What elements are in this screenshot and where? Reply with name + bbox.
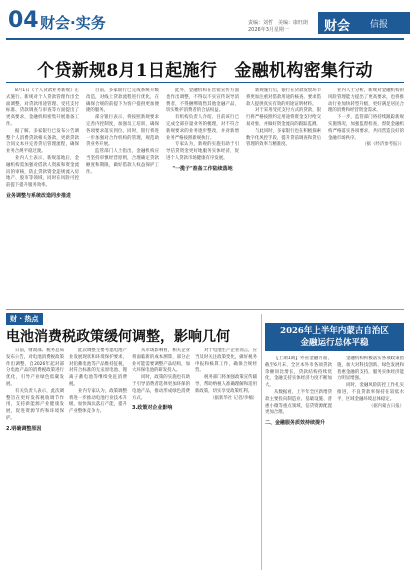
section-title: 财会·实务 <box>40 14 106 32</box>
paragraph: 目前，多家银行已完成系统升级改造，对线上贷款流程进行优化，在确保合规的前提下为客户提供更加便捷的服务。 <box>86 88 159 114</box>
article3-title-box <box>265 323 404 351</box>
subheading: 业务调整与系统改造同步推进 <box>6 192 72 199</box>
paragraph: 监管部门人士指出，金融机构应当坚持审慎经营原则，合理确定贷款额度和期限，做好借款人权益保护工作。 <box>86 149 159 175</box>
article2-kicker: 财 · 热点 <box>6 313 43 325</box>
article3-col2 <box>337 356 404 570</box>
article2-headline: 电池消费税政策缓何调整，影响几何 <box>6 329 230 345</box>
article3-title-line2: 金融运行总体平稳 <box>300 338 369 348</box>
date-line: 2026年3月星期一 <box>248 27 289 33</box>
section-divider <box>6 309 404 310</box>
paragraph: 从数据看，上半年全区新增贷款主要投向制造业、基础设施、普惠小微等重点领域，信贷资源配置更加合理。 <box>265 389 332 416</box>
paragraph: 【上期1期】外省金融方面，截至6月末，全区本外币各项贷款余额同比增长，贷款结构持续优化，金融支持实体经济力度不断加大。 <box>265 356 332 389</box>
paragraph: 业内专家认为，政策调整将进一步推动电池行业技术升级，加快淘汰落后产能，提升产业整体竞争力。 <box>69 388 127 415</box>
article3-col1 <box>265 356 332 570</box>
paragraph: 此次调整主要考虑电池产业发展现状和环境保护要求，对铅蓄电池等产品维持征税，对符合标准的无汞原电池、锂离子蓄电池等继续免征消费税。 <box>69 348 127 387</box>
article1-col5 <box>328 88 404 306</box>
brand-name: 财会 <box>324 19 351 34</box>
paragraph: 业内人士表示，新规落地后，金融机构需加强对借款人资质和资金流向的审核，防止贷款资金违规流入房地产、股市等领域，同时在风险可控前提下提升服务效率。 <box>6 155 79 189</box>
paragraph: 专家认为，新规的实施有助于引导信贷资金更好地服务实体经济，促进个人贷款市场健康有序发展。 <box>166 142 239 161</box>
article1-col2 <box>86 88 159 306</box>
paragraph: 对于采用受托支付方式的贷款，银行将严格按照约定用途将资金支付给交易对象，并做好资金流向的跟踪监测。 <box>246 108 321 127</box>
subheading: 二、金融服务质效持续提升 <box>265 420 326 427</box>
paragraph: 据了解，多家银行已发布公告调整个人消费贷款相关条款，更新贷款合同文本并完善贷后管理流程，确保业务合规平稳过渡。 <box>6 128 79 155</box>
paragraph: 业内人士分析，新规对金融机构的风险管理能力提出了更高要求，也将推动行业加快转型升级，更好满足居民合理的消费和经营资金需求。 <box>328 88 404 114</box>
subheading: "一揽子"准备工作陆续落地 <box>172 165 233 172</box>
article1-col4 <box>246 88 321 306</box>
paragraph: 同时，政策的实施也有助于引导消费者选择更加环保的电池产品，推动形成绿色消费方式。 <box>132 375 190 401</box>
paragraph: 日前，财政部、税务总局发布公告，对电池消费税政策作出调整，自2026年起对部分电池产品的消费税政策进行优化，引导产业绿色低碳发展。 <box>6 348 64 387</box>
subheading: 3.政策对企业影响 <box>132 405 173 412</box>
paragraph: 此外，金融机构在营销宣传方面也作出调整，不得以不实宣传误导消费者，不得捆绑销售其他金融产品，切实维护消费者的合法权益。 <box>166 88 239 114</box>
paragraph: 从市场影响看，相关企业将面临新的成本测算，部分企业可能需要调整产品结构，加大环保电池的研发投入。 <box>132 348 190 374</box>
brand-sub: 信报 <box>370 20 389 30</box>
header-rule <box>6 38 404 40</box>
article2-col4 <box>195 348 257 570</box>
paragraph: 同时，金融风险防控工作扎实推进，不良贷款率保持在较低水平，区域金融环境总体稳定。 <box>337 383 404 402</box>
article2-col2 <box>69 348 127 570</box>
column-divider <box>261 314 262 570</box>
paragraph: 下一步，监管部门将持续跟踪新规实施情况，加强监督检查，督促金融机构严格落实各项要求，共同营造良好的金融市场秩序。 <box>328 115 404 141</box>
article3-title-line1: 2026年上半年内蒙古自治区 <box>280 326 389 336</box>
page-number: 04 <box>8 8 39 33</box>
article2-col1 <box>6 348 64 570</box>
byline: （据《经济参考报》） <box>362 142 404 148</box>
editor-meta <box>248 20 308 34</box>
paragraph: 8月1日《个人贷款业务新规》正式施行。新规对个人贷款管理作出全面调整，对贷款用途管理、受托支付标准、贷款调查与审查等方面提出了更高要求，金融机构密集开展准备工作。 <box>6 88 79 127</box>
byline: （据内蒙古日报） <box>368 403 404 409</box>
page-header <box>0 0 410 42</box>
article1-col3 <box>166 88 239 306</box>
byline: （据新华社 记者/李楠） <box>210 395 257 401</box>
main-headline: 个贷新规8月1日起施行 金融机构密集行动 <box>37 61 373 81</box>
paragraph: 部分银行表示，将按照新规要求完善内控制度，加强员工培训，确保各项要求落实到位。同时，银行将进一步加强对合作机构的管理，规范助贷业务开展。 <box>86 115 159 148</box>
newspaper-brand <box>318 12 410 34</box>
paragraph: 金融机构积极落实各项政策措施，加大对科技创新、绿色发展和普惠金融的支持，服务实体经济能力明显增强。 <box>337 356 404 382</box>
subheading: 2.明确调整原因 <box>6 425 42 432</box>
article1-col1 <box>6 88 79 306</box>
paragraph: 有机构负责人介绍，目前该行已完成全部存量业务的梳理，对不符合新规要求的业务逐步整改，并对新增业务严格按照新规执行。 <box>166 115 239 141</box>
paragraph: 与此同时，多家银行也在积极探索数字化风控手段，提升贷前调查和贷后管理的效率与精准度。 <box>246 128 321 148</box>
paragraph: 税务部门将加强政策宣传辅导，帮助纳税人准确理解和适用新政策，切实享受政策红利。 <box>195 375 257 394</box>
paragraph: 对于电池生产企业而言，应当及时关注政策变化，做好税务申报和核算工作，确保合规经营。 <box>195 348 257 374</box>
paragraph: 有关负责人表示，此次调整旨在更好发挥税收调节作用，支持新能源产业健康发展，促进资源节约和环境保护。 <box>6 388 64 421</box>
paragraph: 新规施行后，银行在贷款发放环节将更加注重对借款用途的核查，要求借款人提供真实有效的用途证明材料。 <box>246 88 321 107</box>
editor-line: 责编：刘哲 美编：康旺朗 <box>248 20 309 26</box>
headline-rule <box>6 82 404 83</box>
article2-col3 <box>132 348 190 570</box>
